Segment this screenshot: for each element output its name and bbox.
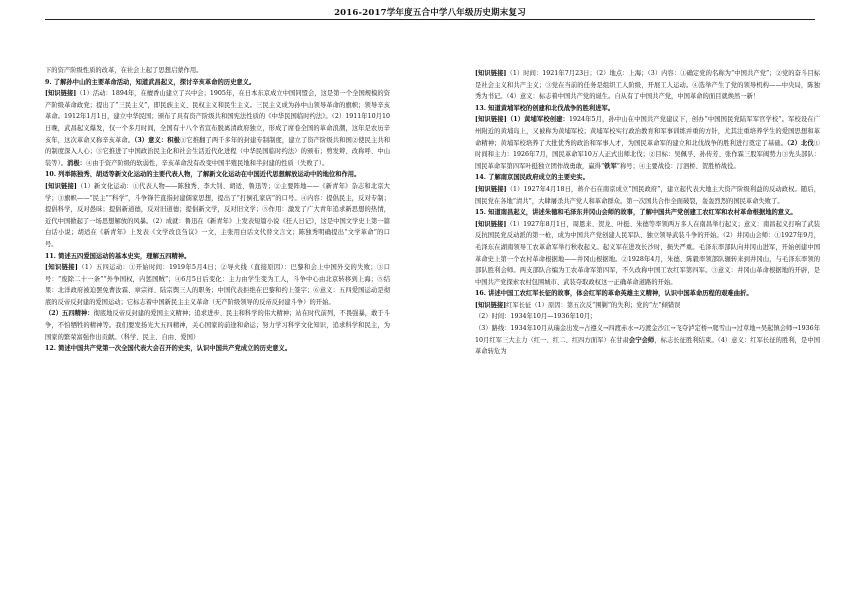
long-march-time: （2）时间：1934年10月—1936年10月； — [475, 313, 597, 321]
right-column — [475, 68, 820, 598]
significance-label: （3）意义： — [134, 136, 168, 144]
whampoa-text: 1924年5月，孙中山在中国共产党建议下，创办“中国国民党陆军军官学校”。军校设在广州附近的黄埔岛上，又被称为黄埔军校；黄埔军校实行政治教育和军事训练并重的方针，尤其注重培养学生的爱国思想和革命精神；黄埔军校培养了大批优秀的政治和军事人才，为国民革命军的建立和北伐战争的胜利进行奠定了基础。 — [475, 116, 820, 147]
knowledge-link-16 — [475, 300, 820, 312]
header-rule — [45, 19, 815, 20]
negative-text: ④由于资产阶级的软弱性，辛亥革命没有改变中国半殖民地和半封建的性质（失败了）。 — [85, 159, 329, 167]
knowledge-text: 红军长征（1）原因：第五次反“围剿”的失利；党的“左”倾错误 — [506, 301, 681, 309]
spirit-text: 彻底地反帝反封建的爱国主义精神；追求进步、民主和科学的伟大精神；站在时代前列，不畏强暴，敢于斗争，不怕牺牲的精神等。我们要发扬光大五四精神，关心国家的前途和命运；努力学习科学文化知识，追求科学和民主，为国家的繁荣富强作出贡献。（科学、民主、自由、爱国） — [45, 310, 390, 341]
northern-expedition-text-end: ”称号；④主要战役：汀泗桥、贺胜桥战役。 — [616, 162, 740, 170]
knowledge-text: （1）时间：1921年7月23日；（2）地点：上海；（3）内容：①确定党的名称为“中国共产党”；②党的奋斗目标是社会主义和共产主义；③党在当前的任务是组织工人阶级，开展工人运动。④选举产生了党的领导机构——中央局，陈独秀为书记。（4）意义：标志着中国共产党的诞生。自从有了中国共产党，中国革命的面目就焕然一新！ — [475, 70, 820, 101]
northern-expedition-text: ①时间和主力：1926年7月，国民革命军10万人正式出师北伐；②目标：吴佩孚、孙传芳、张作霖三股军阀势力③先头部队：国民革命军第四军叶挺独立团作战勇敢，赢得“ — [475, 139, 820, 170]
question-16: 16. 讲述中国工农红军长征的故事，体会红军的革命英雄主义精神，认识中国革命历程的艰难曲折。 — [475, 290, 753, 298]
knowledge-link-label: [知识链接] — [475, 185, 507, 193]
knowledge-link-13 — [475, 114, 820, 172]
question-11: 11. 简述五四爱国运动的基本史实，理解五四精神。 — [45, 252, 191, 260]
knowledge-link-10 — [45, 181, 390, 251]
knowledge-link-label: [知识链接] — [45, 182, 77, 190]
knowledge-link-label: [知识链接] — [45, 90, 77, 98]
whampoa-label: （1）黄埔军校创建： — [506, 116, 569, 124]
positive-label: 积极 — [167, 136, 180, 144]
knowledge-text: （1）1927年4月18日，蒋介石在南京成立“国民政府”，建立起代表大地主大资产阶级利益的反动政权。随后，国民党在各地“清共”，大肆屠杀共产党人和革命群众。第一次国共合作全面破裂，轰轰烈烈的国民革命失败了。 — [475, 185, 820, 205]
question-14: 14. 了解南京国民政府成立的主要史实。 — [475, 174, 589, 182]
long-march-route — [475, 323, 820, 358]
question-9: 9. 了解孙中山的主要革命活动，知道武昌起义，探讨辛亥革命的历史意义。 — [45, 78, 256, 86]
northern-expedition-label: （2）北伐 — [786, 139, 814, 147]
knowledge-link-label: [知识链接] — [475, 301, 507, 309]
iron-army-term: 铁军 — [604, 162, 617, 170]
knowledge-link-label: [知识链接] — [475, 116, 507, 124]
knowledge-link-12 — [475, 68, 820, 103]
knowledge-text: （1）五四运动：①开始时间：1919年5月4日；②导火线（直接原因）：巴黎和会上中国外交的失败；③口号：“废除二十一条”“外争国权，内惩国贼”；④6月5日后变化：主力由学生变为工人，斗争中心由北京转移到上海；⑤结果：北洋政府被迫罢免曹汝霖、章宗祥、陆宗舆三人的职务；中国代表拒绝在巴黎和约上签字；⑥意义：五四爱国运动是彻底的反帝反封建的爱国运动；它标志着中国新民主主义革命（无产阶级领导的反帝反封建斗争）的开始。 — [45, 264, 390, 306]
route-text-end: ，标志长征胜利结束。（4）意义：红军长征的胜利，是中国革命转危为 — [475, 336, 820, 356]
knowledge-link-14 — [475, 184, 820, 207]
significance-text: ①它推翻了两千多年的封建专制制度，建立了资产阶级共和国②使民主共和的制度深入人心；③它推进了中国政治民主化和社会生活近代化进程（中华民国临时约法）的颁布；剪发辫、改称呼、中山装等）。 — [45, 136, 390, 167]
knowledge-link-label: [知识链接] — [45, 264, 78, 272]
paragraph: 下的资产阶级性质的改革，在社会上起了思想启蒙作用。 — [45, 67, 203, 74]
knowledge-link-11 — [45, 262, 390, 308]
knowledge-link-9 — [45, 88, 390, 169]
negative-label: 消极： — [67, 159, 86, 167]
knowledge-link-label: [知识链接] — [475, 220, 507, 228]
page-header-title: 2016-2017学年度五合中学八年级历史期末复习 — [334, 8, 526, 18]
huining-term: 会宁会师 — [628, 336, 655, 344]
knowledge-link-15 — [475, 219, 820, 289]
knowledge-link-label: [知识链接] — [475, 70, 507, 77]
question-13: 13. 知道黄埔军校的创建和北伐战争的胜利进军。 — [475, 104, 615, 112]
question-10: 10. 列举陈独秀、胡适等新文化运动的主要代表人物，了解新文化运动在中国近代思想解放运动中的地位和作用。 — [45, 171, 361, 179]
question-15: 15. 知道南昌起义，讲述朱德和毛泽东井冈山会师的故事，了解中国共产党创建工农红军和农村革命根据地的意义。 — [475, 209, 797, 217]
may-fourth-spirit — [45, 308, 390, 343]
knowledge-text: （1）1927年8月1日，周恩来、贺龙、叶挺、朱德等率领两万多人在南昌举行起义；意义：南昌起义打响了武装反抗国民党反动派的第一枪，成为中国共产党创建人民军队、独立领导武装斗争的开始。（2）井冈山会师：①1927年9月，毛泽东在湖南领导工农革命军举行秋收起义。起义军在进攻长沙时，损失严重。毛泽东率部队向井冈山进军，开始创建中国革命史上第一个农村革命根据地——井冈山根据地。②1928年4月，朱德、陈毅率领部队辗转来到井冈山，与毛泽东率领的部队胜利会师。两支部队合编为工农革命军第四军，不久改称中国工农红军第四军。③意义：井冈山革命根据地的开辟，是中国共产党探索农村包围城市、武装夺取政权这一正确革命道路的开始。 — [475, 220, 820, 286]
left-column — [45, 65, 390, 595]
knowledge-text: （1）新文化运动：①代表人物——陈独秀、李大钊、胡适、鲁迅等；②主要阵地——《新青年》杂志和北京大学；③旗帜——“民主”“科学”，斗争锋芒直指封建儒家思想，提出了“打倒孔家店”的口号。④内容：提倡民主，反对专制；提倡科学，反对愚昧；提倡新道德，反对旧道德；提倡新文学，反对旧文学；⑤作用：激发了广大青年追求新思想的热情，近代中国掀起了一场思想解放的风暴。（2）成就：鲁迅在《新青年》上发表短篇小说《狂人日记》，这是中国文学史上第一篇白话小说；胡适在《新青年》上发表《文学改良刍议》一文，主张用白话文代替文言文；陈独秀明确提出“文学革命”的口号。 — [45, 182, 390, 248]
question-12: 12. 简述中国共产党第一次全国代表大会召开的史实，认识中国共产党成立的历史意义。 — [45, 345, 292, 353]
route-text: （3）路线：1934年10月从瑞金出发→占遵义→四渡赤水→巧渡金沙江→飞夺泸定桥→爬雪山→过草地→吴起镇会师→1936年10月红军三大主力（红一、红二、红四方面军）在甘肃 — [475, 325, 820, 344]
spirit-label: （2）五四精神： — [45, 310, 94, 318]
knowledge-text: （1）活动：1894年，在檀香山建立了兴中会；1905年，在日本东京成立中国同盟会，这是第一个全国规模的资产阶级革命政党；提出了“三民主义”，即民族主义、民权主义和民生主义。三民主义成为孙中山领导革命的旗帜；领导辛亥革命。1912年1月1日，建立中华民国；颁布了具有资产阶级共和国宪法性质的《中华民国临时约法》。（2）1911年10月10日晚，武昌起义爆发，仅一个多月时间，全国有十八个省宣布脱离清政府独立，形成了席卷全国的革命浪潮，这年是农历辛亥年，这次革命又称辛亥革命。 — [45, 90, 390, 144]
